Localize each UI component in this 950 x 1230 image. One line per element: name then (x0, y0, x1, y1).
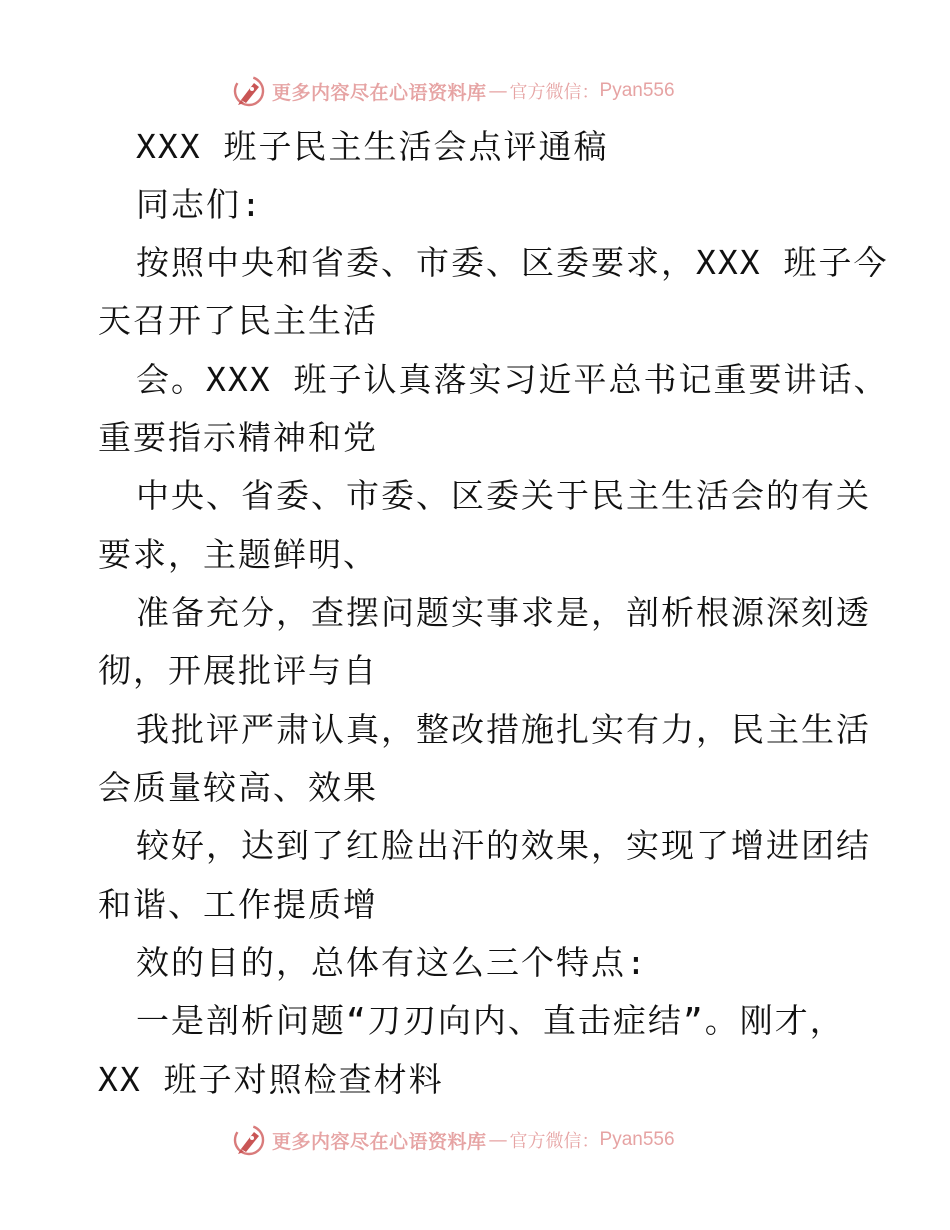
body-line: 一是剖析问题“刀刃向内、直击症结”。刚才， (136, 1001, 845, 1040)
body-line: XX 班子对照检查材料 (98, 1060, 444, 1099)
watermark-separator: — (488, 80, 508, 102)
body-line: 中央、省委、市委、区委关于民主生活会的有关 (136, 476, 871, 515)
pen-nib-logo-icon (232, 74, 266, 108)
body-line: 按照中央和省委、市委、区委要求，XXX 班子今 (136, 243, 889, 282)
watermark-wechat-label: 官方微信： (509, 82, 600, 103)
body-line: 会质量较高、效果 (98, 768, 378, 807)
body-line: 彻，开展批评与自 (98, 651, 378, 690)
header-watermark (232, 73, 712, 109)
document-title: XXX 班子民主生活会点评通稿 (136, 127, 609, 166)
body-line: 准备充分，查摆问题实事求是，剖析根源深刻透 (136, 593, 871, 632)
watermark-separator: — (488, 1129, 508, 1151)
watermark-wechat-handle: Pyan556 (599, 80, 675, 101)
body-line: 要求，主题鲜明、 (98, 535, 378, 574)
body-line: 和谐、工作提质增 (98, 885, 378, 924)
pen-nib-logo-icon (232, 1123, 266, 1157)
body-line: 天召开了民主生活 (98, 301, 378, 340)
salutation: 同志们: (136, 185, 263, 224)
watermark-brand-text: 更多内容尽在心语资料库 (272, 1130, 487, 1153)
watermark-wechat-label: 官方微信： (509, 1131, 600, 1152)
watermark-brand-text: 更多内容尽在心语资料库 (272, 81, 487, 104)
body-line: 较好，达到了红脸出汗的效果，实现了增进团结 (136, 826, 871, 865)
watermark-wechat-handle: Pyan556 (599, 1129, 675, 1150)
body-line: 会。XXX 班子认真落实习近平总书记重要讲话、 (136, 360, 889, 399)
body-line: 重要指示精神和党 (98, 418, 378, 457)
footer-watermark (232, 1122, 712, 1158)
body-line: 我批评严肃认真，整改措施扎实有力，民主生活 (136, 710, 871, 749)
body-line: 效的目的，总体有这么三个特点: (136, 943, 648, 982)
